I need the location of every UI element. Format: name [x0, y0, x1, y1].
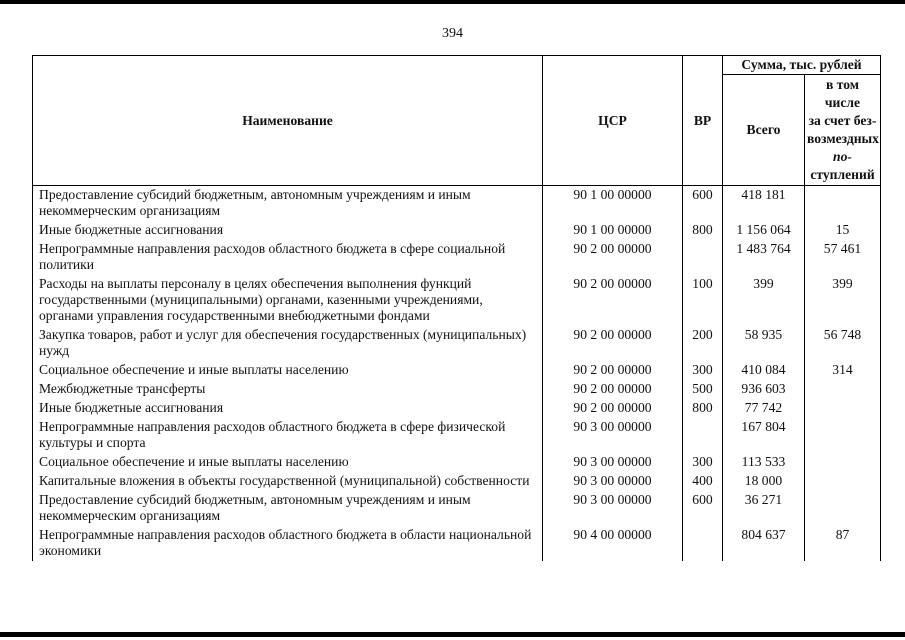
- cell-csr: 90 2 00 00000: [543, 380, 683, 399]
- table-row: [33, 491, 881, 526]
- cell-csr: 90 3 00 00000: [543, 453, 683, 472]
- cell-name: Предоставление субсидий бюджетным, автономным учреждениям и иным некоммерческим организациям: [33, 186, 543, 222]
- cell-csr: 90 3 00 00000: [543, 491, 683, 526]
- cell-total: 36 271: [723, 491, 805, 526]
- cell-vr: 600: [683, 491, 723, 526]
- cell-total: 77 742: [723, 399, 805, 418]
- cell-vr: 200: [683, 326, 723, 361]
- cell-vr: [683, 240, 723, 275]
- cell-total: 113 533: [723, 453, 805, 472]
- table-row: [33, 380, 881, 399]
- cell-vr: [683, 526, 723, 561]
- table-body: [33, 186, 881, 562]
- cell-free: [805, 453, 881, 472]
- cell-vr: 600: [683, 186, 723, 222]
- cell-free: [805, 399, 881, 418]
- cell-vr: [683, 418, 723, 453]
- table-header: [33, 56, 881, 186]
- cell-csr: 90 1 00 00000: [543, 186, 683, 222]
- table-row: [33, 399, 881, 418]
- cell-name: Межбюджетные трансферты: [33, 380, 543, 399]
- header-free-line3: возмездных: [807, 131, 879, 146]
- table-row: [33, 275, 881, 326]
- cell-total: 58 935: [723, 326, 805, 361]
- table-row: [33, 453, 881, 472]
- cell-free: 87: [805, 526, 881, 561]
- cell-free: 314: [805, 361, 881, 380]
- cell-free: [805, 418, 881, 453]
- table-row: [33, 240, 881, 275]
- header-csr: ЦСР: [543, 56, 683, 186]
- cell-vr: 800: [683, 399, 723, 418]
- cell-csr: 90 3 00 00000: [543, 472, 683, 491]
- cell-vr: 300: [683, 453, 723, 472]
- cell-free: [805, 186, 881, 222]
- header-total: Всего: [723, 75, 805, 186]
- table-row: [33, 221, 881, 240]
- top-border-rule: [0, 0, 905, 4]
- cell-total: 399: [723, 275, 805, 326]
- header-free-line1: в том числе: [824, 77, 861, 110]
- cell-name: Иные бюджетные ассигнования: [33, 399, 543, 418]
- cell-free: 57 461: [805, 240, 881, 275]
- cell-total: 418 181: [723, 186, 805, 222]
- cell-name: Закупка товаров, работ и услуг для обеспечения государственных (муниципальных) нужд: [33, 326, 543, 361]
- header-free-line5: ступлений: [810, 167, 875, 182]
- cell-name: Непрограммные направления расходов областного бюджета в области национальной экономики: [33, 526, 543, 561]
- cell-vr: 800: [683, 221, 723, 240]
- cell-free: 56 748: [805, 326, 881, 361]
- cell-total: 1 483 764: [723, 240, 805, 275]
- cell-vr: 400: [683, 472, 723, 491]
- cell-csr: 90 2 00 00000: [543, 240, 683, 275]
- cell-free: [805, 472, 881, 491]
- table-row: [33, 472, 881, 491]
- cell-total: 936 603: [723, 380, 805, 399]
- cell-name: Социальное обеспечение и иные выплаты населению: [33, 361, 543, 380]
- cell-csr: 90 4 00 00000: [543, 526, 683, 561]
- cell-csr: 90 2 00 00000: [543, 361, 683, 380]
- cell-vr: 500: [683, 380, 723, 399]
- cell-name: Непрограммные направления расходов областного бюджета в сфере социальной политики: [33, 240, 543, 275]
- table-row: [33, 361, 881, 380]
- cell-vr: 300: [683, 361, 723, 380]
- cell-name: Иные бюджетные ассигнования: [33, 221, 543, 240]
- header-free: [805, 75, 881, 186]
- cell-vr: 100: [683, 275, 723, 326]
- table-row: [33, 326, 881, 361]
- cell-name: Предоставление субсидий бюджетным, автономным учреждениям и иным некоммерческим организациям: [33, 491, 543, 526]
- cell-csr: 90 2 00 00000: [543, 326, 683, 361]
- cell-free: [805, 491, 881, 526]
- cell-csr: 90 3 00 00000: [543, 418, 683, 453]
- cell-free: 399: [805, 275, 881, 326]
- table-row: [33, 418, 881, 453]
- cell-csr: 90 1 00 00000: [543, 221, 683, 240]
- header-vr: ВР: [683, 56, 723, 186]
- cell-total: 410 084: [723, 361, 805, 380]
- page-number: 394: [442, 26, 463, 41]
- bottom-border-rule: [0, 632, 905, 637]
- cell-name: Непрограммные направления расходов областного бюджета в сфере физической культуры и спорта: [33, 418, 543, 453]
- cell-total: 1 156 064: [723, 221, 805, 240]
- cell-total: 804 637: [723, 526, 805, 561]
- cell-csr: 90 2 00 00000: [543, 275, 683, 326]
- header-name: Наименование: [33, 56, 543, 186]
- table-row: [33, 186, 881, 222]
- header-free-line2: за счет без-: [808, 113, 877, 128]
- table-row: [33, 526, 881, 561]
- header-sum: Сумма, тыс. рублей: [723, 56, 881, 75]
- cell-total: 167 804: [723, 418, 805, 453]
- cell-name: Расходы на выплаты персоналу в целях обеспечения выполнения функций государственными (муниципальными) органами, казенными учреждениями, органами управления государственными внебюджетными фондами: [33, 275, 543, 326]
- cell-name: Социальное обеспечение и иные выплаты населению: [33, 453, 543, 472]
- cell-free: 15: [805, 221, 881, 240]
- cell-free: [805, 380, 881, 399]
- header-free-line4: по-: [833, 149, 852, 164]
- cell-csr: 90 2 00 00000: [543, 399, 683, 418]
- cell-total: 18 000: [723, 472, 805, 491]
- budget-table: [32, 55, 881, 561]
- cell-name: Капитальные вложения в объекты государственной (муниципальной) собственности: [33, 472, 543, 491]
